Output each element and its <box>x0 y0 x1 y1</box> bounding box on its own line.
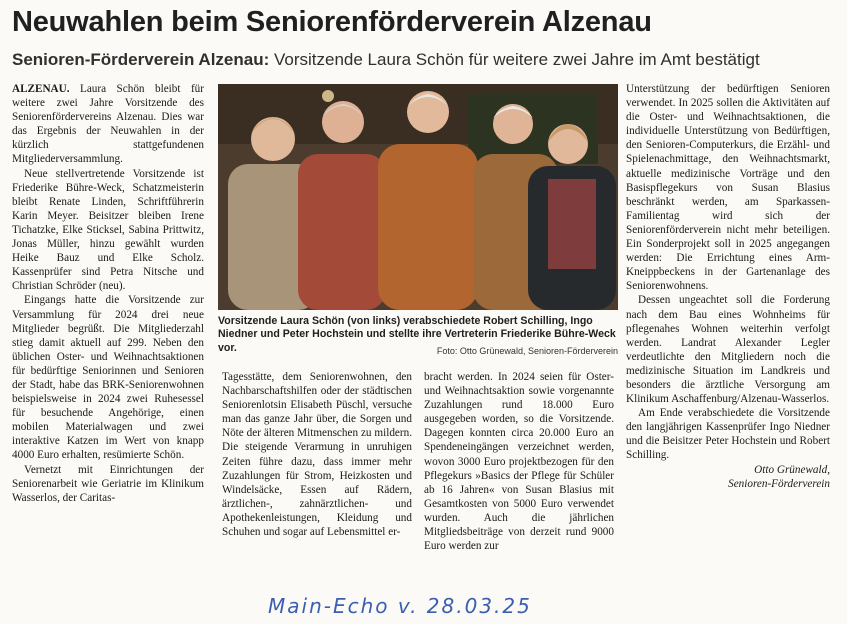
article-column-1 <box>12 82 204 592</box>
subhead-text: Vorsitzende Laura Schön für weitere zwei Jahre im Amt bestätigt <box>274 50 760 69</box>
article-column-3 <box>424 370 614 592</box>
article-subhead <box>12 50 838 70</box>
paragraph: bracht werden. In 2024 seien für Oster- und Weihnachtsaktion sowie vorgenannte Zuzahlungen rund 18.000 Euro ausgegeben worden, so die Vorsitzende. Dagegen konnten circa 20.000 Euro an Spendeneingängen verzeichnet werden, wovon 3000 Euro projektbezogen für den Pflegekurs »Basics der Pflege für Schüler ab 16 Jahren« von Susan Blasius mit Gesamtkosten von 5000 Euro verwendet wurden. Auch die jährlichen Mitgliedsbeiträge von derzeit rund 9000 Euro werden zur <box>424 371 614 553</box>
article-column-2 <box>222 370 412 592</box>
group-photo <box>218 84 618 310</box>
signature-author: Otto Grünewald, <box>754 463 830 476</box>
subhead-lead: Senioren-Förderverein Alzenau: <box>12 50 270 69</box>
photo-credit: Foto: Otto Grünewald, Senioren-Förderverein <box>436 346 618 356</box>
paragraph: Vernetzt mit Einrichtungen der Seniorenarbeit wie Geriatrie im Klinikum Wasserlos, der Caritas- <box>12 463 204 504</box>
photo-caption: Vorsitzende Laura Schön (von links) verabschiedete Robert Schilling, Ingo Niedner und Peter Hochstein und stellte ihre Vertreterin Friederike Bühre-Weck vor. <box>218 315 616 354</box>
paragraph: Dessen ungeachtet soll die Forderung nach dem Bau eines Wohnheims für pflegenahes Wohnen weiterhin verfolgt werden. Landrat Alexander Legler verdeutlichte den Mitgliedern noch die medizinische Situation im Landkreis und besonders die ärztliche Versorgung am Klinikum Aschaffenburg/Alzenau-Wasserlos. <box>626 294 830 406</box>
paragraph: Unterstützung der bedürftigen Senioren verwendet. In 2025 sollen die Aktivitäten auf die Oster- und Weihnachtsaktionen, die individuelle Unterstützung von Bedürftigen, den Senioren-Computerkurs, die Erzähl- und Spielenachmittage, den Weihnachtsmarkt, aktuelle medizinische Vorträge und den Basispflegekurs von Susan Blasius beschränkt werden, am Sparkassen-Familientag wird sich der Seniorenförderverein nicht mehr beteiligen. Ein Sonderprojekt soll in 2025 angegangen werden: Die Errichtung eines Arm-Kneippbeckens in der Gartenanlage des Seniorenwohnens. <box>626 83 830 293</box>
article-headline: Neuwahlen beim Seniorenförderverein Alzenau <box>12 6 652 38</box>
paragraph: Neue stellvertretende Vorsitzende ist Friederike Bühre-Weck, Schatzmeisterin bleibt Renate Linden, Schriftführerin Karin Meyer. Beisitzer bleiben Irene Tichatzke, Elke Sticksel, Sabina Prittwitz, Jonas Müller, hinzu gewählt wurden Heike Bauz und Elke Scholz. Kassenprüfer sind Petra Nitsche und Christian Schröder (neu). <box>12 167 204 293</box>
paragraph: Tagesstätte, dem Seniorenwohnen, den Nachbarschaftshilfen oder der städtischen Seniorenlotsin Elisabeth Püschl, versuche man das ganze Jahr über, die Sorgen und Nöte der älteren Mitmenschen zu mildern. Die steigende Verarmung in unruhigen Zeiten führe dazu, dass immer mehr Zuzahlungen für Strom, Heizkosten und Windelsäcke, Essen auf Rädern, ärztlichen-, zahnärztlichen- und Apothekenleistungen, Kleidung und Schuhen und sogar auf Lebensmittel er- <box>222 371 412 539</box>
paragraph <box>12 82 204 167</box>
paragraph: Am Ende verabschiedete die Vorsitzende den langjährigen Kassenprüfer Ingo Niedner und die Beisitzer Peter Hochstein und Robert Schilling. <box>626 407 830 462</box>
handwritten-source-note: Main-Echo v. 28.03.25 <box>268 594 532 618</box>
signature-org: Senioren-Förderverein <box>728 477 830 490</box>
paragraph: Eingangs hatte die Vorsitzende zur Versammlung für 2024 drei neue Mitglieder begrüßt. Die Mitgliederzahl stieg damit aktuell auf 299. Neben den üblichen Oster- und Weihnachtsaktionen für bedürftige Seniorinnen und Senioren der Stadt, habe das BRK-Seniorenwohnen beispielsweise in 2024 zwei Ruhesessel für besuchende Angehörige, einen mobilen Materialwagen und zwei interaktive Katzen im Wert von knapp 4000 Euro erhalten, resümierte Schön. <box>12 294 204 462</box>
dateline: ALZENAU. <box>12 83 70 95</box>
article-column-4 <box>626 82 830 592</box>
paragraph-text: Laura Schön bleibt für weitere zwei Jahre Vorsitzende des Seniorenfördervereins Alzenau. Dies war das Ergebnis der Neuwahlen in der kürzlich stattgefundenen Mitgliederversammlung. <box>12 83 204 166</box>
group-photo-illustration <box>218 84 618 310</box>
